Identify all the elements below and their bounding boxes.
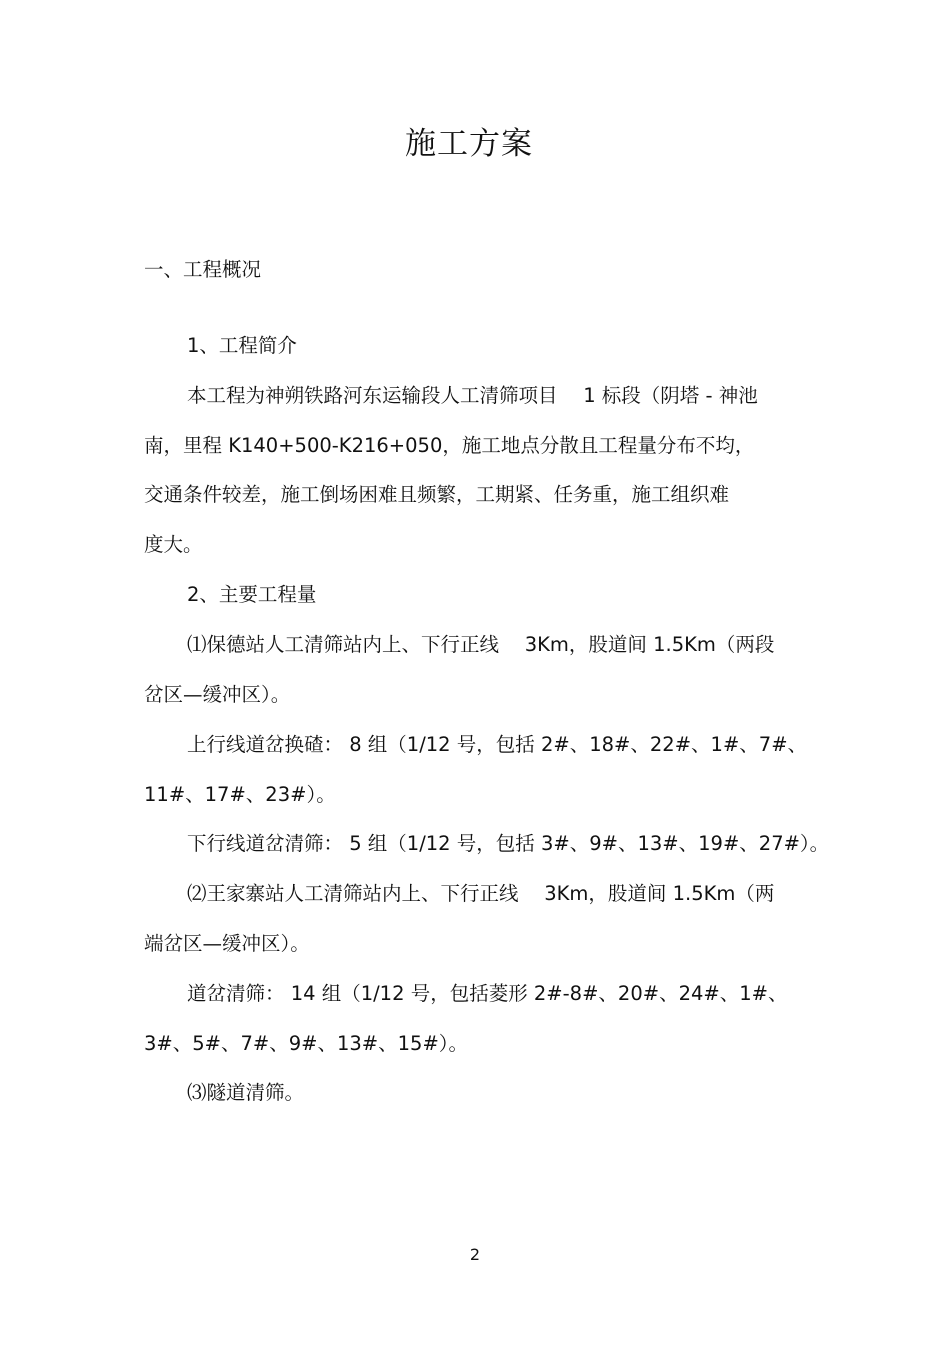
page-number: 2 (469, 1245, 481, 1264)
section-heading-project-overview: 一、工程概况 (144, 258, 262, 281)
quantity-item-wangjiazhai-line: 端岔区—缓冲区）。 (144, 932, 310, 955)
wangjiazhai-switch-line: 道岔清筛： 14 组（1/12 号，包括菱形 2#-8#、20#、24#、1#、 (187, 982, 788, 1005)
quantity-item-wangjiazhai-line: ⑵王家寨站人工清筛站内上、下行正线 3Km，股道间 1.5Km（两 (187, 882, 775, 905)
baode-up-line-switch-line: 11#、17#、23#）。 (144, 783, 336, 806)
baode-up-line-switch-line: 上行线道岔换碴： 8 组（1/12 号，包括 2#、18#、22#、1#、7#、 (187, 733, 808, 756)
quantity-item-tunnel: ⑶隧道清筛。 (187, 1081, 305, 1104)
intro-paragraph-line: 交通条件较差，施工倒场困难且频繁，工期紧、任务重，施工组织难 (144, 483, 730, 506)
subsection-heading-project-introduction: 1、工程简介 (187, 334, 297, 357)
subsection-heading-main-quantities: 2、主要工程量 (187, 583, 317, 606)
baode-down-line-switch-line: 下行线道岔清筛： 5 组（1/12 号，包括 3#、9#、13#、19#、27#）。 (187, 832, 830, 855)
quantity-item-baode-line: ⑴保德站人工清筛站内上、下行正线 3Km，股道间 1.5Km（两段 (187, 633, 775, 656)
intro-paragraph-line: 度大。 (144, 533, 203, 556)
intro-paragraph-line: 本工程为神朔铁路河东运输段人工清筛项目 1 标段（阴塔 - 神池 (187, 384, 758, 407)
intro-paragraph-line: 南，里程 K140+500-K216+050，施工地点分散且工程量分布不均， (144, 434, 755, 457)
wangjiazhai-switch-line: 3#、5#、7#、9#、13#、15#）。 (144, 1032, 469, 1055)
quantity-item-baode-line: 岔区—缓冲区）。 (144, 683, 291, 706)
document-title: 施工方案 (405, 126, 533, 162)
